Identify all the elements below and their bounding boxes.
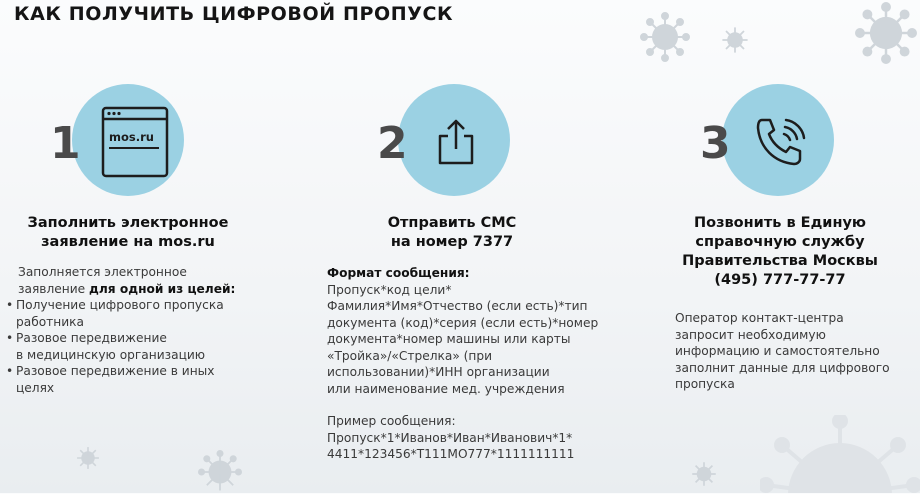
purpose-list (6, 297, 276, 396)
description-bold-text: для одной из целей: (89, 281, 236, 296)
example-line: 4411*123456*Т111МО777*1111111111 (327, 447, 575, 461)
description-line: заполнит данные для цифрового (675, 360, 890, 375)
virus-decoration-icon (720, 25, 750, 55)
browser-window-icon (101, 106, 169, 178)
heading-line: на номер 7377 (390, 234, 514, 250)
sms-format (327, 265, 627, 463)
list-item-line: целях (16, 380, 55, 395)
virus-decoration-icon (75, 445, 101, 471)
virus-decoration-icon (855, 2, 917, 64)
heading-line: заявление на mos.ru (41, 234, 215, 250)
format-line: использовании)*ИНН организации (327, 365, 550, 379)
description-line: Оператор контакт-центра (675, 311, 844, 325)
list-item-line: в медицинскую организацию (16, 347, 206, 362)
heading-line: Позвонить в Единую (693, 215, 867, 231)
example-label: Пример сообщения: (327, 414, 456, 428)
phone-number: (495) 777-77-77 (714, 272, 846, 288)
list-item-line: Разовое передвижение (16, 331, 167, 345)
heading-line: Правительства Москвы (682, 253, 878, 269)
description-line: Заполняется электронное (18, 265, 187, 279)
mos-ru-label: mos.ru (109, 130, 154, 144)
step-number: 1 (50, 118, 81, 169)
step-heading (330, 214, 574, 252)
share-upload-icon (436, 118, 476, 166)
virus-decoration-icon (198, 450, 242, 494)
step-description (6, 264, 276, 396)
list-item (6, 363, 276, 396)
step-heading (660, 214, 900, 290)
step-number: 2 (377, 118, 408, 169)
virus-decoration-icon (690, 460, 718, 488)
description-line: пропуска (675, 377, 735, 391)
list-item (6, 297, 276, 330)
list-item-line: Получение цифрового пропуска (16, 298, 224, 312)
format-line: документа*номер машины или карты (327, 332, 571, 346)
step-heading (10, 214, 246, 252)
step-number: 3 (700, 118, 731, 169)
list-item-line: работника (16, 314, 84, 329)
description-line (6, 281, 276, 298)
example-line: Пропуск*1*Иванов*Иван*Иванович*1* (327, 430, 573, 445)
format-line: документа (код)*серия (если есть)*номер (327, 315, 599, 330)
phone-call-icon (752, 114, 808, 170)
step-description (675, 310, 915, 393)
format-line: «Тройка»/«Стрелка» (при (327, 348, 493, 363)
list-item (6, 330, 276, 363)
list-item-line: Разовое передвижение в иных (16, 364, 215, 378)
format-line: Пропуск*код цели* (327, 282, 452, 297)
description-text: заявление (18, 281, 90, 296)
page-title: КАК ПОЛУЧИТЬ ЦИФРОВОЙ ПРОПУСК (14, 3, 454, 25)
heading-line: Отправить СМС (387, 215, 517, 231)
description-line: информацию и самостоятельно (675, 344, 880, 358)
format-line: или наименование мед. учреждения (327, 381, 565, 396)
format-label: Формат сообщения: (327, 266, 470, 280)
format-line: Фамилия*Имя*Отчество (если есть)*тип (327, 299, 588, 313)
heading-line: Заполнить электронное (27, 215, 229, 231)
description-line: запросит необходимую (675, 327, 826, 342)
virus-decoration-icon (640, 12, 690, 62)
heading-line: справочную службу (695, 234, 865, 250)
virus-decoration-icon (760, 415, 920, 493)
